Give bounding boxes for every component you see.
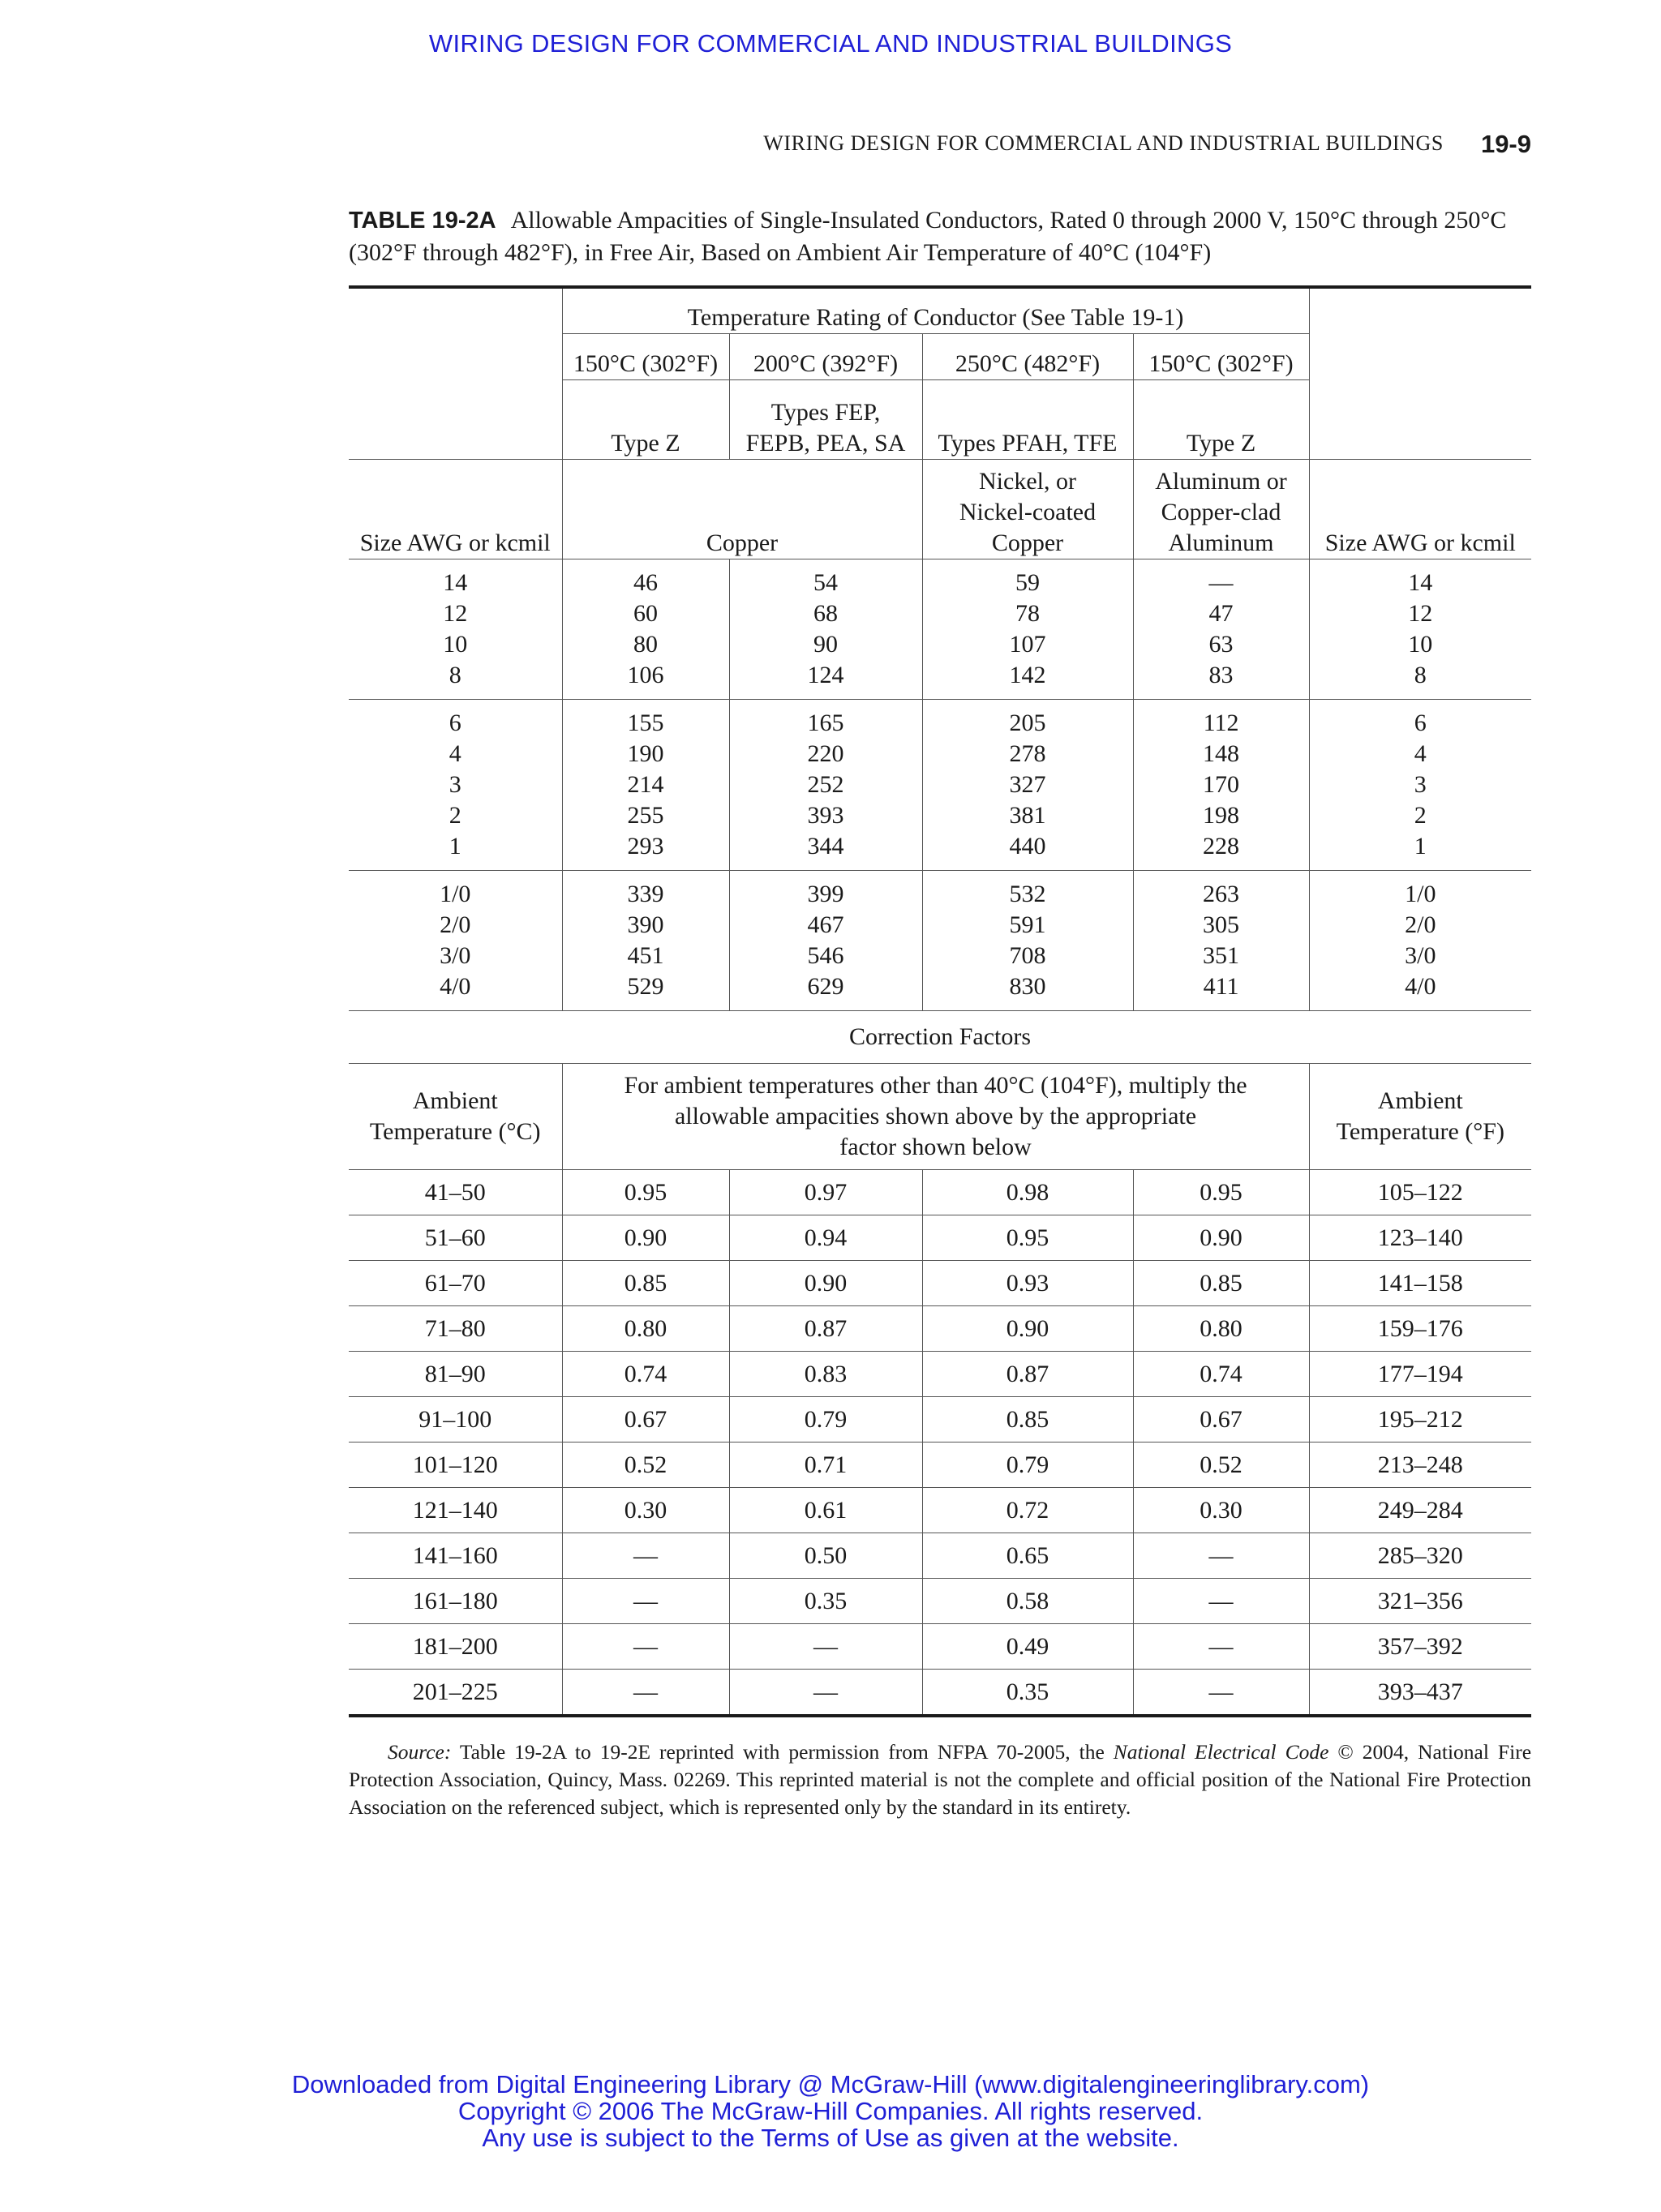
factor-250-nickel: 0.85 xyxy=(922,1397,1133,1443)
type-header: Types PFAH, TFE xyxy=(922,380,1133,460)
ambient-c-cell: 91–100 xyxy=(349,1397,562,1443)
ambient-c-cell: 101–120 xyxy=(349,1443,562,1488)
size-group xyxy=(349,871,1531,1011)
type-line: Types FEP, xyxy=(770,399,881,426)
ambient-f-cell: 141–158 xyxy=(1309,1261,1531,1306)
size-cell: 14 xyxy=(443,569,468,596)
blank-cell xyxy=(1309,287,1531,334)
table-label: TABLE 19-2A xyxy=(349,208,496,234)
ampacity-250-nickel: 205 xyxy=(1009,709,1046,736)
ampacity-150-copper: 155 xyxy=(627,709,664,736)
ampacity-250-nickel: 107 xyxy=(1009,631,1046,658)
ampacity-150-aluminum: 47 xyxy=(1208,600,1234,627)
material-line: Aluminum xyxy=(1168,529,1274,556)
correction-row xyxy=(349,1170,1531,1215)
factor-150-aluminum: 0.52 xyxy=(1133,1443,1309,1488)
ampacity-150-aluminum: 148 xyxy=(1203,740,1240,767)
ampacity-250-nickel: 830 xyxy=(1009,973,1046,1000)
correction-row xyxy=(349,1306,1531,1352)
size-cell: 2 xyxy=(449,802,461,829)
ampacity-250-nickel: 708 xyxy=(1009,942,1046,969)
ampacity-250-nickel-column xyxy=(922,700,1133,871)
ampacity-150-aluminum: 305 xyxy=(1203,911,1240,938)
size-cell: 12 xyxy=(443,600,468,627)
factor-200-copper: 0.71 xyxy=(729,1443,922,1488)
blank-cell xyxy=(1309,334,1531,380)
ambient-c-cell: 181–200 xyxy=(349,1624,562,1670)
ampacity-200-copper-column xyxy=(729,871,922,1011)
header-line: Ambient xyxy=(1377,1087,1463,1114)
ambient-c-cell: 161–180 xyxy=(349,1579,562,1624)
temp-rating-header: Temperature Rating of Conductor (See Table 19-1) xyxy=(562,287,1309,334)
type-header: Type Z xyxy=(1186,430,1256,457)
size-cell: 1 xyxy=(449,833,461,860)
factor-150-copper: 0.30 xyxy=(562,1488,729,1533)
correction-row xyxy=(349,1261,1531,1306)
factor-200-copper: 0.87 xyxy=(729,1306,922,1352)
size-cell-column xyxy=(1309,871,1531,1011)
size-cell-column xyxy=(1309,559,1531,700)
size-cell: 6 xyxy=(449,709,461,736)
factor-250-nickel: 0.65 xyxy=(922,1533,1133,1579)
ampacity-150-aluminum: 112 xyxy=(1203,709,1239,736)
table-caption-text: Allowable Ampacities of Single-Insulated Conductors, Rated 0 through 2000 V, 150°C through 250°C (302°F through 482°F), in Free Air, Based on Ambient Air Temperature of 40°C (104°F) xyxy=(349,207,1507,266)
instruction-line: factor shown below xyxy=(839,1134,1032,1160)
size-header-left: Size AWG or kcmil xyxy=(349,460,562,559)
size-cell: 3 xyxy=(1414,771,1427,798)
factor-150-aluminum: — xyxy=(1133,1579,1309,1624)
ampacity-150-aluminum: 263 xyxy=(1203,881,1240,907)
correction-row xyxy=(349,1488,1531,1533)
footer-line: Downloaded from Digital Engineering Library @ McGraw-Hill (www.digitalengineeringlibrary.com) xyxy=(291,2070,1370,2098)
ampacity-200-copper: 220 xyxy=(807,740,844,767)
size-cell: 3/0 xyxy=(440,942,471,969)
material-line: Copper xyxy=(991,529,1064,556)
ambient-c-cell: 201–225 xyxy=(349,1670,562,1717)
size-cell: 4 xyxy=(1414,740,1427,767)
ambient-f-cell: 249–284 xyxy=(1309,1488,1531,1533)
factor-150-copper: 0.52 xyxy=(562,1443,729,1488)
ampacity-250-nickel: 532 xyxy=(1009,881,1046,907)
page-number: 19-9 xyxy=(1480,130,1531,158)
factor-200-copper: 0.35 xyxy=(729,1579,922,1624)
factor-150-copper: 0.90 xyxy=(562,1215,729,1261)
factor-200-copper: 0.79 xyxy=(729,1397,922,1443)
ampacity-200-copper: 252 xyxy=(807,771,844,798)
size-cell: 2/0 xyxy=(1405,911,1436,938)
ampacity-250-nickel: 327 xyxy=(1009,771,1046,798)
factor-150-aluminum: — xyxy=(1133,1533,1309,1579)
size-cell: 1/0 xyxy=(1405,881,1436,907)
factor-250-nickel: 0.79 xyxy=(922,1443,1133,1488)
ampacity-150-copper: 390 xyxy=(627,911,664,938)
ambient-c-cell: 41–50 xyxy=(349,1170,562,1215)
ampacity-150-aluminum: 351 xyxy=(1203,942,1240,969)
ampacity-body xyxy=(349,559,1531,1011)
correction-row xyxy=(349,1670,1531,1717)
factor-250-nickel: 0.49 xyxy=(922,1624,1133,1670)
temp-header: 150°C (302°F) xyxy=(562,334,729,380)
header-line: Temperature (°C) xyxy=(369,1118,541,1145)
source-text: Table 19-2A to 19-2E reprinted with permission from NFPA 70-2005, the xyxy=(459,1740,1105,1764)
factor-200-copper: 0.90 xyxy=(729,1261,922,1306)
factor-250-nickel: 0.90 xyxy=(922,1306,1133,1352)
ampacity-200-copper: 344 xyxy=(807,833,844,860)
size-cell-column xyxy=(349,559,562,700)
ampacity-200-copper-column xyxy=(729,700,922,871)
factor-150-aluminum: — xyxy=(1133,1624,1309,1670)
blank-cell xyxy=(1309,380,1531,460)
ambient-f-cell: 213–248 xyxy=(1309,1443,1531,1488)
nickel-header xyxy=(922,460,1133,559)
factor-150-aluminum: 0.85 xyxy=(1133,1261,1309,1306)
size-cell-column xyxy=(1309,700,1531,871)
ampacity-150-aluminum-column xyxy=(1133,700,1309,871)
ampacity-150-copper: 46 xyxy=(633,569,658,596)
factor-150-copper: 0.74 xyxy=(562,1352,729,1397)
size-cell-column xyxy=(349,700,562,871)
ampacity-150-aluminum: 198 xyxy=(1203,802,1240,829)
footer-line: Any use is subject to the Terms of Use as given at the website. xyxy=(482,2124,1179,2152)
factor-250-nickel: 0.72 xyxy=(922,1488,1133,1533)
ambient-f-cell: 393–437 xyxy=(1309,1670,1531,1717)
ampacity-150-aluminum-column xyxy=(1133,559,1309,700)
factor-200-copper: 0.94 xyxy=(729,1215,922,1261)
size-cell-column xyxy=(349,871,562,1011)
factor-200-copper: 0.83 xyxy=(729,1352,922,1397)
correction-row xyxy=(349,1215,1531,1261)
ambient-c-cell: 71–80 xyxy=(349,1306,562,1352)
ambient-f-cell: 105–122 xyxy=(1309,1170,1531,1215)
ampacity-150-copper: 214 xyxy=(627,771,664,798)
instruction-line: allowable ampacities shown above by the appropriate xyxy=(674,1103,1197,1130)
ampacity-200-copper: 393 xyxy=(807,802,844,829)
size-cell: 1 xyxy=(1414,833,1427,860)
correction-row xyxy=(349,1352,1531,1397)
ambient-f-cell: 123–140 xyxy=(1309,1215,1531,1261)
ambient-c-cell: 121–140 xyxy=(349,1488,562,1533)
source-text: © 2004, National Fire Protection Association, Quincy, Mass. 02269. This reprinted material is not the complete and official position of the National Fire Protection Association on the referenced subject, which is represented only by the standard in its entirety. xyxy=(349,1740,1532,1819)
correction-body xyxy=(349,1170,1531,1717)
ampacity-150-copper: 106 xyxy=(627,662,664,688)
factor-150-aluminum: 0.80 xyxy=(1133,1306,1309,1352)
running-head: WIRING DESIGN FOR COMMERCIAL AND INDUSTRIAL BUILDINGS xyxy=(763,131,1444,155)
correction-title: Correction Factors xyxy=(349,1011,1531,1064)
ambient-c-cell: 61–70 xyxy=(349,1261,562,1306)
ampacity-150-aluminum: 63 xyxy=(1208,631,1234,658)
ampacity-250-nickel: 440 xyxy=(1009,833,1046,860)
ambient-c-cell: 81–90 xyxy=(349,1352,562,1397)
source-code-title: National Electrical Code xyxy=(1113,1740,1329,1764)
ampacity-150-aluminum: — xyxy=(1208,569,1234,596)
ampacity-250-nickel: 591 xyxy=(1009,911,1046,938)
ampacity-200-copper: 124 xyxy=(807,662,844,688)
ampacity-150-aluminum: 170 xyxy=(1203,771,1240,798)
size-cell: 3/0 xyxy=(1405,942,1436,969)
ambient-f-cell: 177–194 xyxy=(1309,1352,1531,1397)
header-banner: WIRING DESIGN FOR COMMERCIAL AND INDUSTRIAL BUILDINGS xyxy=(428,29,1233,58)
size-cell: 4 xyxy=(449,740,461,767)
correction-row xyxy=(349,1579,1531,1624)
ampacity-250-nickel: 278 xyxy=(1009,740,1046,767)
ambient-f-cell: 285–320 xyxy=(1309,1533,1531,1579)
ambient-c-cell: 51–60 xyxy=(349,1215,562,1261)
ampacity-200-copper: 54 xyxy=(813,569,838,596)
aluminum-header xyxy=(1133,460,1309,559)
material-line: Aluminum or xyxy=(1155,468,1287,495)
factor-200-copper: 0.50 xyxy=(729,1533,922,1579)
ampacity-200-copper: 629 xyxy=(807,973,844,1000)
ampacity-150-copper: 529 xyxy=(627,973,664,1000)
ampacity-150-aluminum-column xyxy=(1133,871,1309,1011)
size-cell: 12 xyxy=(1408,600,1433,627)
size-cell: 10 xyxy=(443,631,468,658)
factor-150-copper: — xyxy=(562,1579,729,1624)
ampacity-250-nickel-column xyxy=(922,871,1133,1011)
factor-150-aluminum: 0.30 xyxy=(1133,1488,1309,1533)
factor-200-copper: 0.97 xyxy=(729,1170,922,1215)
factor-150-copper: 0.95 xyxy=(562,1170,729,1215)
factor-150-copper: 0.67 xyxy=(562,1397,729,1443)
size-cell: 8 xyxy=(1414,662,1427,688)
factor-200-copper: — xyxy=(729,1670,922,1717)
blank-cell xyxy=(349,287,562,334)
factor-150-copper: 0.80 xyxy=(562,1306,729,1352)
ampacity-200-copper: 68 xyxy=(813,600,838,627)
size-cell: 1/0 xyxy=(440,881,471,907)
ampacity-200-copper: 165 xyxy=(807,709,844,736)
temp-header: 250°C (482°F) xyxy=(922,334,1133,380)
ampacity-150-copper: 60 xyxy=(633,600,658,627)
temp-header: 150°C (302°F) xyxy=(1133,334,1309,380)
ambient-f-cell: 357–392 xyxy=(1309,1624,1531,1670)
factor-150-copper: — xyxy=(562,1670,729,1717)
size-cell: 4/0 xyxy=(440,973,471,1000)
ampacity-150-aluminum: 228 xyxy=(1203,833,1240,860)
material-line: Nickel, or xyxy=(979,468,1076,495)
ampacity-150-aluminum: 83 xyxy=(1208,662,1234,688)
ampacity-150-copper-column xyxy=(562,559,729,700)
ampacity-150-copper-column xyxy=(562,700,729,871)
ampacity-200-copper: 399 xyxy=(807,881,844,907)
factor-250-nickel: 0.98 xyxy=(922,1170,1133,1215)
ambient-c-cell: 141–160 xyxy=(349,1533,562,1579)
source-label: Source: xyxy=(388,1740,452,1764)
ampacity-150-copper: 339 xyxy=(627,881,664,907)
ampacity-200-copper: 467 xyxy=(807,911,844,938)
type-header xyxy=(729,380,922,460)
ampacity-table xyxy=(349,285,1531,1717)
ampacity-200-copper-column xyxy=(729,559,922,700)
size-group xyxy=(349,700,1531,871)
ampacity-150-copper: 80 xyxy=(633,631,658,658)
factor-250-nickel: 0.93 xyxy=(922,1261,1133,1306)
size-cell: 14 xyxy=(1408,569,1433,596)
ambient-f-cell: 321–356 xyxy=(1309,1579,1531,1624)
factor-150-aluminum: 0.67 xyxy=(1133,1397,1309,1443)
ampacity-150-copper: 293 xyxy=(627,833,664,860)
instruction-line: For ambient temperatures other than 40°C (104°F), multiply the xyxy=(624,1072,1247,1099)
size-header-right: Size AWG or kcmil xyxy=(1309,460,1531,559)
factor-200-copper: — xyxy=(729,1624,922,1670)
factor-250-nickel: 0.95 xyxy=(922,1215,1133,1261)
size-cell: 2/0 xyxy=(440,911,471,938)
material-line: Nickel-coated xyxy=(959,499,1097,525)
type-line: FEPB, PEA, SA xyxy=(745,430,906,457)
correction-row xyxy=(349,1533,1531,1579)
ampacity-250-nickel: 381 xyxy=(1009,802,1046,829)
factor-150-copper: — xyxy=(562,1624,729,1670)
factor-150-copper: — xyxy=(562,1533,729,1579)
ampacity-250-nickel-column xyxy=(922,559,1133,700)
ampacity-200-copper: 546 xyxy=(807,942,844,969)
correction-instruction xyxy=(562,1064,1309,1170)
factor-150-copper: 0.85 xyxy=(562,1261,729,1306)
size-cell: 10 xyxy=(1408,631,1433,658)
ampacity-150-aluminum: 411 xyxy=(1203,973,1239,1000)
factor-250-nickel: 0.87 xyxy=(922,1352,1133,1397)
download-footer xyxy=(0,2071,1661,2151)
temp-header: 200°C (392°F) xyxy=(729,334,922,380)
ambient-f-cell: 159–176 xyxy=(1309,1306,1531,1352)
ampacity-150-copper: 190 xyxy=(627,740,664,767)
correction-row xyxy=(349,1443,1531,1488)
ampacity-150-copper: 255 xyxy=(627,802,664,829)
size-cell: 3 xyxy=(449,771,461,798)
ampacity-200-copper: 90 xyxy=(813,631,838,658)
ampacity-150-copper-column xyxy=(562,871,729,1011)
ambient-c-header xyxy=(349,1064,562,1170)
source-note xyxy=(349,1738,1531,1821)
correction-row xyxy=(349,1624,1531,1670)
ampacity-250-nickel: 142 xyxy=(1009,662,1046,688)
size-cell: 2 xyxy=(1414,802,1427,829)
factor-250-nickel: 0.58 xyxy=(922,1579,1133,1624)
copper-header: Copper xyxy=(562,460,922,559)
footer-line: Copyright © 2006 The McGraw-Hill Companies. All rights reserved. xyxy=(457,2097,1204,2125)
factor-150-aluminum: 0.90 xyxy=(1133,1215,1309,1261)
type-header: Type Z xyxy=(562,380,729,460)
header-line: Temperature (°F) xyxy=(1336,1118,1504,1145)
ampacity-250-nickel: 78 xyxy=(1015,600,1040,627)
factor-250-nickel: 0.35 xyxy=(922,1670,1133,1717)
header-line: Ambient xyxy=(412,1087,498,1114)
ambient-f-header xyxy=(1309,1064,1531,1170)
correction-row xyxy=(349,1397,1531,1443)
factor-200-copper: 0.61 xyxy=(729,1488,922,1533)
ampacity-150-copper: 451 xyxy=(627,942,664,969)
ambient-f-cell: 195–212 xyxy=(1309,1397,1531,1443)
size-cell: 8 xyxy=(449,662,461,688)
size-cell: 4/0 xyxy=(1405,973,1436,1000)
blank-cell xyxy=(349,380,562,460)
blank-cell xyxy=(349,334,562,380)
factor-150-aluminum: 0.95 xyxy=(1133,1170,1309,1215)
table-caption xyxy=(349,204,1533,269)
ampacity-250-nickel: 59 xyxy=(1015,569,1040,596)
factor-150-aluminum: 0.74 xyxy=(1133,1352,1309,1397)
size-cell: 6 xyxy=(1414,709,1427,736)
size-group xyxy=(349,559,1531,700)
material-line: Copper-clad xyxy=(1161,499,1281,525)
factor-150-aluminum: — xyxy=(1133,1670,1309,1717)
